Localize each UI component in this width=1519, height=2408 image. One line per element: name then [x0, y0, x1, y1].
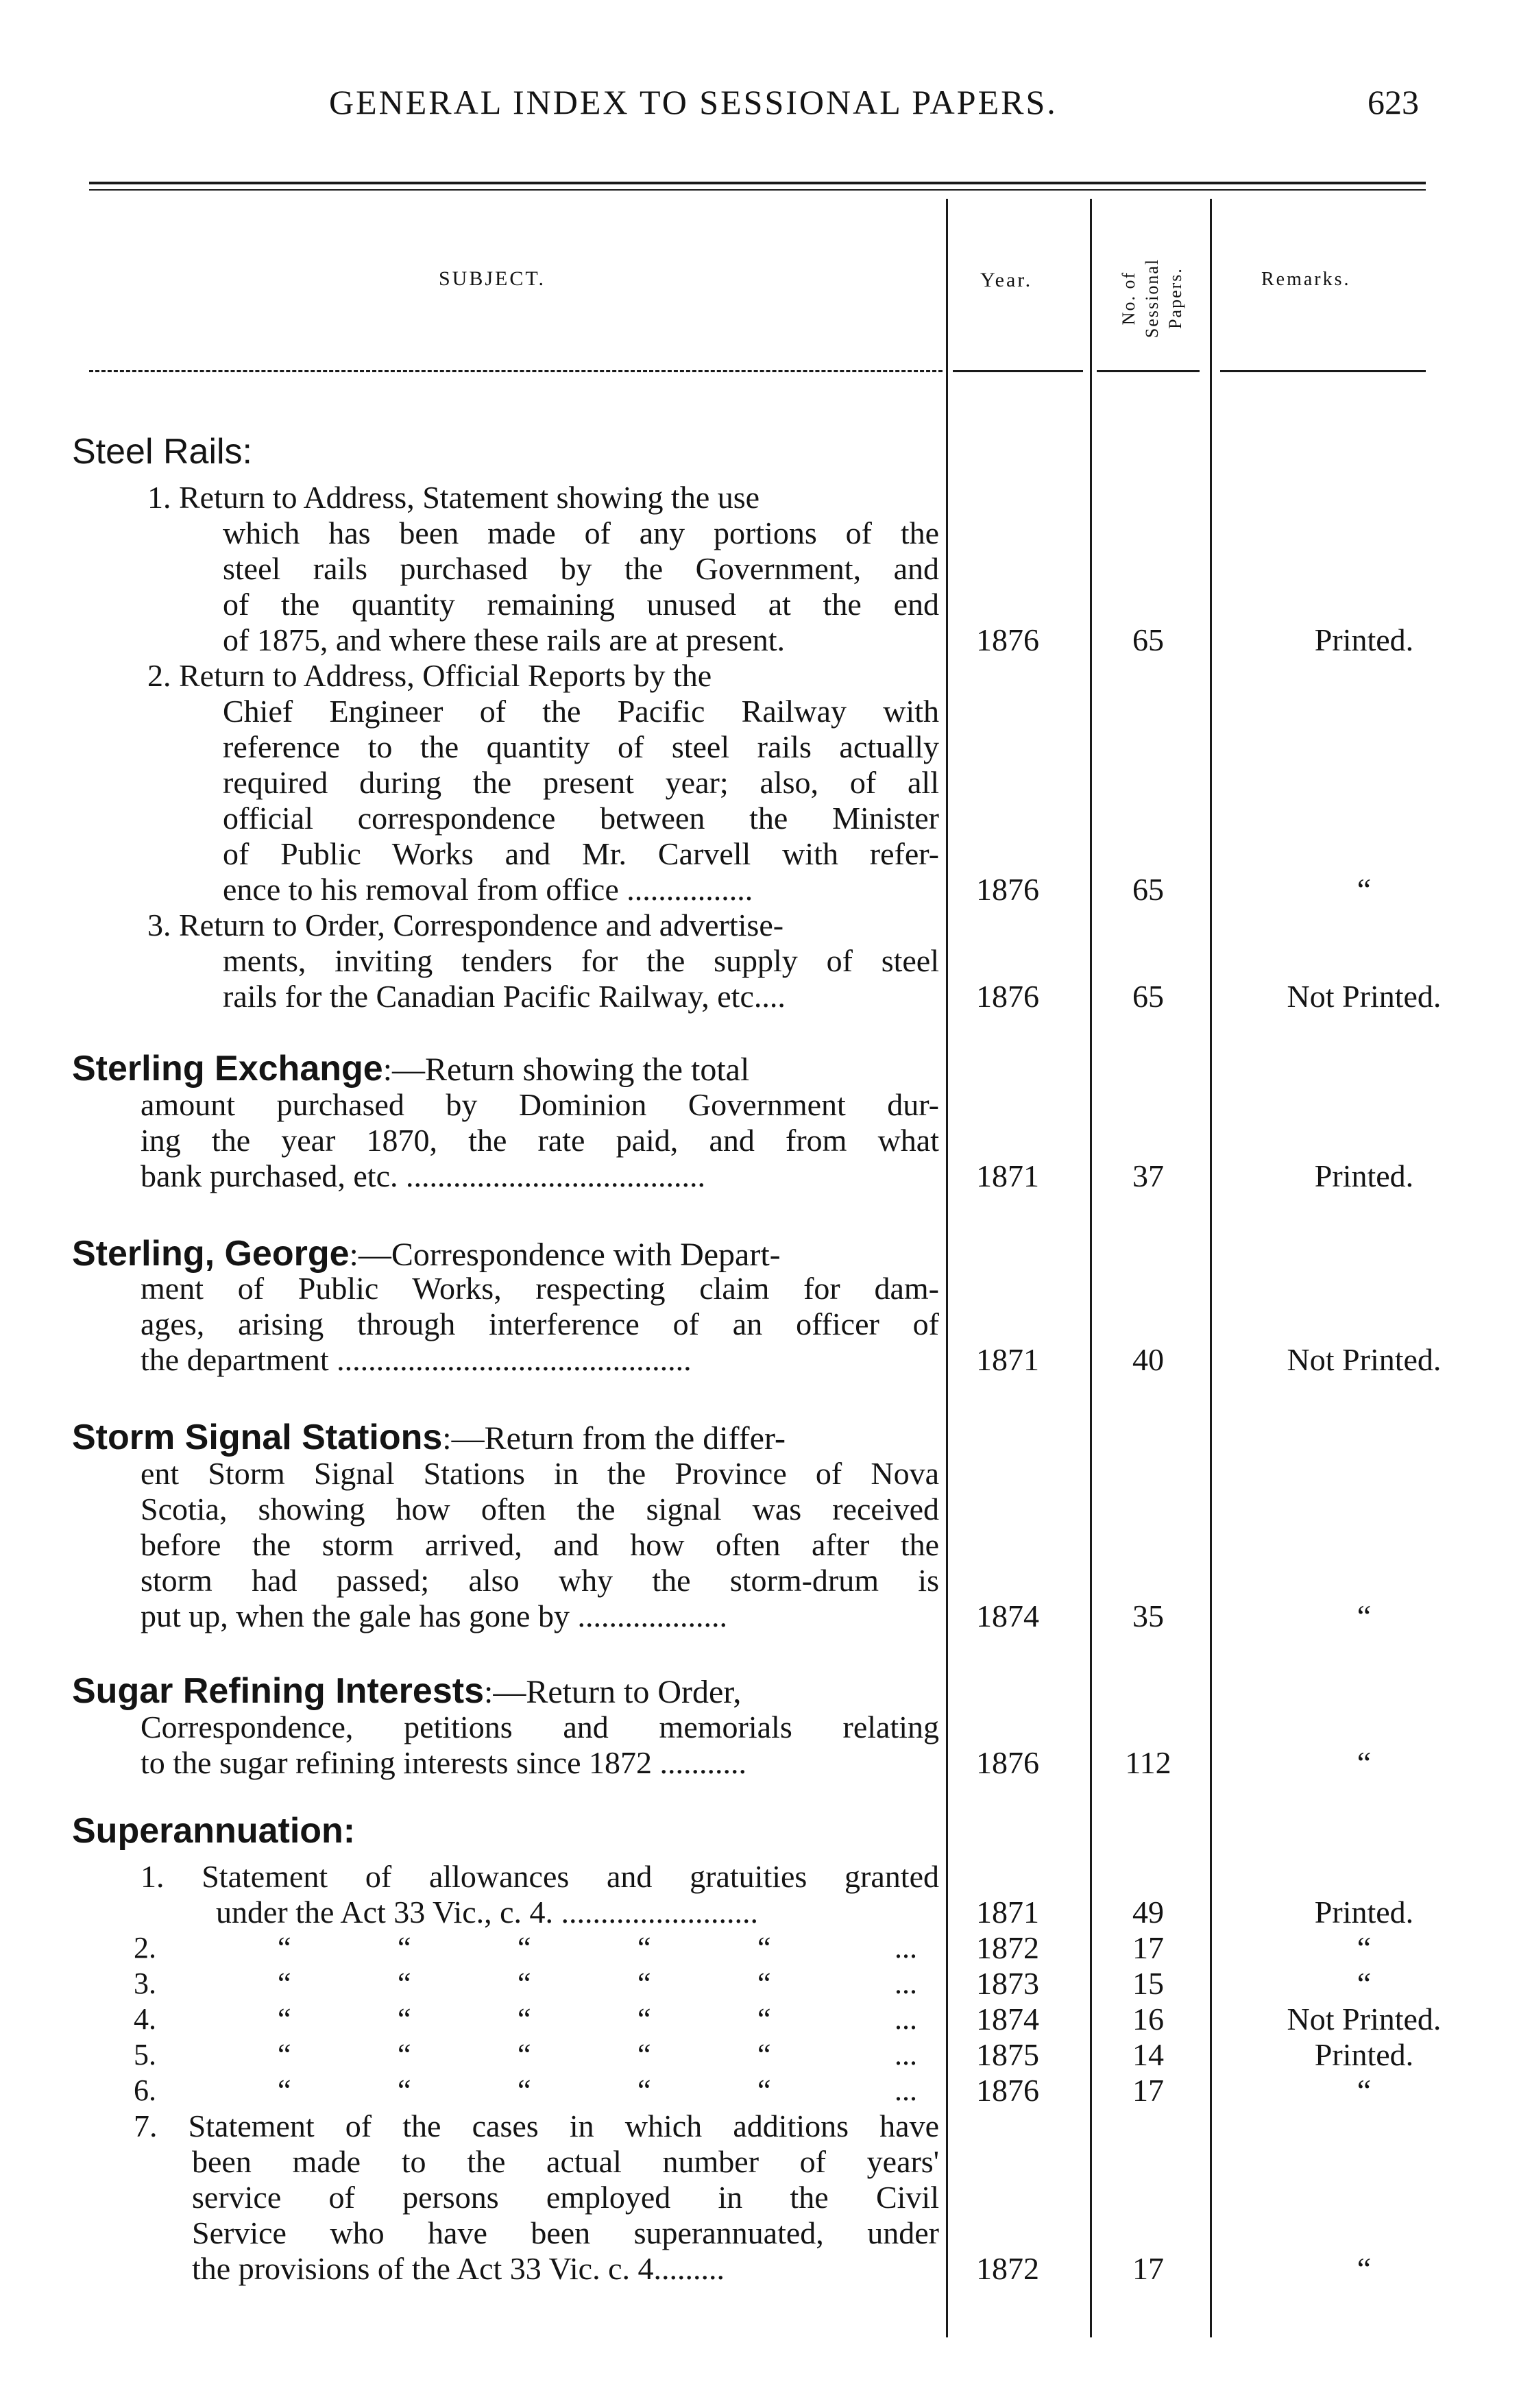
- item-text-line: of 1875, and where these rails are at present.: [223, 622, 786, 657]
- remarks-cell: “: [1357, 872, 1372, 907]
- ditto-row: [134, 1930, 929, 1966]
- entry-heading-name: Sterling, George: [72, 1234, 350, 1274]
- item-text-line: been made to the actual number of years': [192, 2144, 939, 2179]
- item-label: 5.: [134, 2038, 156, 2071]
- item-text-line: of Public Works and Mr. Carvell with refer-: [223, 836, 939, 871]
- item-text-line: Chief Engineer of the Pacific Railway with: [223, 694, 939, 729]
- entry-heading: Superannuation:: [72, 1811, 356, 1851]
- year-cell: 1874: [976, 1598, 1039, 1633]
- ditto-mark: “: [757, 2073, 771, 2107]
- entry-heading-name: Storm Signal Stations: [72, 1418, 443, 1457]
- year-cell: 1872: [976, 2251, 1039, 2286]
- paper-number-cell: 35: [1132, 1598, 1164, 1633]
- item-text-line: Scotia, showing how often the signal was received: [141, 1492, 939, 1527]
- item-text-line: the department .............................................: [141, 1342, 692, 1377]
- paper-number-cell: 49: [1132, 1895, 1164, 1930]
- item-text-line: under the Act 33 Vic., c. 4. .........................: [216, 1895, 759, 1930]
- remarks-cell: “: [1357, 1745, 1372, 1780]
- paper-number-cell: 14: [1132, 2037, 1164, 2072]
- paper-number-cell: 16: [1132, 2002, 1164, 2036]
- ditto-mark: “: [518, 2073, 531, 2107]
- remarks-cell: Not Printed.: [1287, 1342, 1442, 1377]
- ditto-mark: “: [757, 2002, 771, 2036]
- entry-heading-name: Sugar Refining Interests: [72, 1671, 484, 1711]
- entry-heading-name: Sterling Exchange: [72, 1049, 383, 1089]
- item-text-line: official correspondence between the Minister: [223, 801, 939, 836]
- year-cell: 1872: [976, 1930, 1039, 1965]
- paper-number-cell: 37: [1132, 1158, 1164, 1193]
- entry-heading: [72, 1234, 781, 1275]
- top-rule-thin: [89, 189, 1426, 191]
- paper-number-cell: 40: [1132, 1342, 1164, 1377]
- year-cell: 1871: [976, 1342, 1039, 1377]
- running-title: GENERAL INDEX TO SESSIONAL PAPERS.: [329, 83, 1058, 121]
- ditto-mark: “: [637, 2073, 651, 2107]
- item-text-line: which has been made of any portions of the: [223, 515, 939, 550]
- entry-heading: [72, 1671, 741, 1712]
- header-dash-rule: [89, 370, 943, 372]
- year-cell: 1876: [976, 2073, 1039, 2108]
- year-cell: 1876: [976, 872, 1039, 907]
- item-text-line: amount purchased by Dominion Government dur-: [141, 1087, 939, 1122]
- header-rule-year: [953, 370, 1083, 372]
- item-text-line: before the storm arrived, and how often after the: [141, 1527, 939, 1562]
- header-rule-remarks: [1220, 370, 1426, 372]
- item-text-line: ments, inviting tenders for the supply of steel: [223, 943, 939, 978]
- ditto-leader: ...: [895, 1967, 917, 2000]
- item-text-line: of the quantity remaining unused at the end: [223, 587, 939, 622]
- year-cell: 1876: [976, 979, 1039, 1014]
- column-rule-1: [946, 199, 948, 2337]
- remarks-cell: Printed.: [1314, 622, 1414, 657]
- ditto-mark: “: [398, 2073, 411, 2107]
- remarks-cell: Printed.: [1314, 2037, 1414, 2072]
- remarks-column-header: Remarks.: [1261, 269, 1351, 290]
- item-text-line: Correspondence, petitions and memorials relating: [141, 1710, 939, 1744]
- ditto-leader: ...: [895, 2073, 917, 2107]
- ditto-row: [134, 2002, 929, 2037]
- item-text-line: ent Storm Signal Stations in the Province of Nova: [141, 1456, 939, 1491]
- item-text-line: 1. Statement of allowances and gratuities granted: [141, 1859, 939, 1894]
- item-text-line: bank purchased, etc. ......................................: [141, 1158, 706, 1193]
- remarks-cell: Not Printed.: [1287, 979, 1442, 1014]
- page-number: 623: [1368, 83, 1419, 121]
- entry-heading: Steel Rails:: [72, 432, 252, 472]
- papers-header-line-3: Papers.: [1165, 267, 1185, 329]
- remarks-cell: Printed.: [1314, 1895, 1414, 1930]
- paper-number-cell: 112: [1125, 1745, 1171, 1780]
- ditto-mark: “: [278, 1967, 291, 2000]
- item-text-line: service of persons employed in the Civil: [192, 2180, 939, 2215]
- entry-heading: [72, 1418, 786, 1459]
- ditto-mark: “: [278, 2038, 291, 2071]
- item-text-line: 2. Return to Address, Official Reports by the: [147, 658, 712, 693]
- papers-header-line-1: No. of: [1119, 271, 1139, 326]
- remarks-cell: Not Printed.: [1287, 2002, 1442, 2036]
- year-cell: 1871: [976, 1158, 1039, 1193]
- column-rule-3: [1210, 199, 1212, 2337]
- ditto-mark: “: [398, 2002, 411, 2036]
- item-label: 4.: [134, 2002, 156, 2036]
- item-text-line: ages, arising through interference of an officer of: [141, 1306, 939, 1341]
- item-label: 2.: [134, 1931, 156, 1965]
- ditto-mark: “: [518, 1967, 531, 2000]
- entry-lead-text: :—Return from the differ-: [442, 1420, 786, 1457]
- ditto-row: [134, 2037, 929, 2073]
- ditto-mark: “: [278, 1931, 291, 1965]
- remarks-cell: “: [1357, 2251, 1372, 2286]
- year-cell: 1876: [976, 1745, 1039, 1780]
- remarks-cell: Printed.: [1314, 1158, 1414, 1193]
- item-label: 6.: [134, 2073, 156, 2107]
- item-text-line: ence to his removal from office ................: [223, 872, 753, 907]
- item-text-line: to the sugar refining interests since 1872 ...........: [141, 1745, 747, 1780]
- ditto-mark: “: [518, 1931, 531, 1965]
- year-cell: 1874: [976, 2002, 1039, 2036]
- ditto-mark: “: [757, 1931, 771, 1965]
- ditto-mark: “: [278, 2073, 291, 2107]
- ditto-mark: “: [398, 1967, 411, 2000]
- column-rule-2: [1090, 199, 1092, 2337]
- ditto-mark: “: [518, 2038, 531, 2071]
- year-cell: 1875: [976, 2037, 1039, 2072]
- ditto-mark: “: [637, 2038, 651, 2071]
- ditto-mark: “: [398, 2038, 411, 2071]
- item-text-line: reference to the quantity of steel rails actually: [223, 729, 939, 764]
- running-head: [0, 82, 1519, 137]
- ditto-row: [134, 1966, 929, 2002]
- ditto-row: [134, 2073, 929, 2108]
- item-text-line: required during the present year; also, of all: [223, 765, 939, 800]
- item-text-line: the provisions of the Act 33 Vic. c. 4.........: [192, 2251, 725, 2286]
- item-text-line: ment of Public Works, respecting claim for dam-: [141, 1271, 939, 1306]
- year-cell: 1876: [976, 622, 1039, 657]
- ditto-mark: “: [757, 2038, 771, 2071]
- paper-number-cell: 17: [1132, 2073, 1164, 2108]
- item-text-line: 1. Return to Address, Statement showing the use: [147, 480, 760, 515]
- remarks-cell: “: [1357, 2073, 1372, 2108]
- subject-column-header: SUBJECT.: [439, 267, 546, 290]
- ditto-mark: “: [518, 2002, 531, 2036]
- ditto-mark: “: [637, 1931, 651, 1965]
- ditto-mark: “: [757, 1967, 771, 2000]
- item-label: 3.: [134, 1967, 156, 2000]
- ditto-mark: “: [637, 2002, 651, 2036]
- entry-lead-text: :—Return showing the total: [382, 1051, 750, 1088]
- ditto-mark: “: [398, 1931, 411, 1965]
- entry-lead-text: :—Return to Order,: [484, 1674, 742, 1710]
- entry-lead-text: :—Correspondence with Depart-: [349, 1237, 781, 1273]
- year-cell: 1871: [976, 1895, 1039, 1930]
- entry-heading: [72, 1049, 749, 1090]
- year-column-header: Year.: [980, 269, 1033, 291]
- year-cell: 1873: [976, 1966, 1039, 2001]
- ditto-mark: “: [278, 2002, 291, 2036]
- ditto-mark: “: [637, 1967, 651, 2000]
- item-text-line: Service who have been superannuated, under: [192, 2215, 939, 2250]
- item-text-line: storm had passed; also why the storm-drum is: [141, 1563, 939, 1598]
- remarks-cell: “: [1357, 1930, 1372, 1965]
- papers-header-line-2: Sessional: [1142, 258, 1162, 339]
- item-text-line: 7. Statement of the cases in which additions have: [134, 2108, 939, 2143]
- remarks-cell: “: [1357, 1598, 1372, 1633]
- ditto-leader: ...: [895, 2038, 917, 2071]
- remarks-cell: “: [1357, 1966, 1372, 2001]
- paper-number-cell: 65: [1132, 622, 1164, 657]
- paper-number-cell: 15: [1132, 1966, 1164, 2001]
- paper-number-cell: 17: [1132, 2251, 1164, 2286]
- item-text-line: ing the year 1870, the rate paid, and from what: [141, 1123, 939, 1158]
- papers-column-header: [1097, 206, 1213, 363]
- ditto-leader: ...: [895, 1931, 917, 1965]
- ditto-leader: ...: [895, 2002, 917, 2036]
- item-text-line: put up, when the gale has gone by ...................: [141, 1598, 727, 1633]
- item-text-line: steel rails purchased by the Government, and: [223, 551, 939, 586]
- item-text-line: rails for the Canadian Pacific Railway, etc....: [223, 979, 786, 1014]
- paper-number-cell: 17: [1132, 1930, 1164, 1965]
- paper-number-cell: 65: [1132, 872, 1164, 907]
- top-rule: [89, 182, 1426, 184]
- paper-number-cell: 65: [1132, 979, 1164, 1014]
- item-text-line: 3. Return to Order, Correspondence and advertise-: [147, 908, 784, 942]
